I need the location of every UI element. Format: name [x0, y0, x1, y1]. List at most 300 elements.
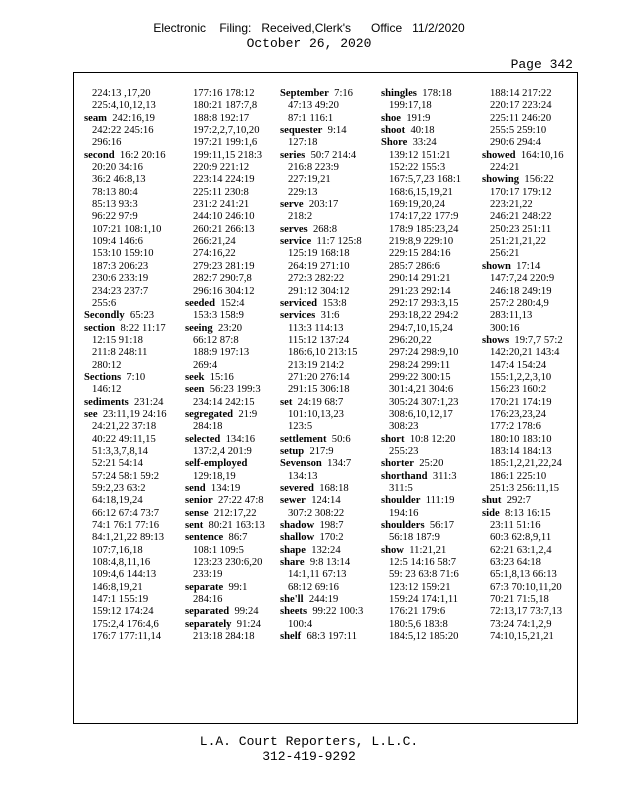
index-line: [381, 125, 479, 137]
index-term: services: [280, 310, 316, 322]
index-references: 134:19: [210, 483, 241, 494]
index-references: 99:22 100:3: [312, 606, 364, 618]
index-line: [381, 224, 479, 236]
index-references: 129:18,19: [193, 470, 236, 482]
index-references: 96:22 97:9: [92, 211, 138, 223]
index-line: [381, 532, 479, 544]
index-line: [185, 211, 283, 223]
court-reporter-name: L.A. Court Reporters, L.L.C.: [199, 734, 419, 749]
index-line: [482, 409, 580, 421]
index-references: 212:17,22: [213, 507, 257, 519]
index-references: 12:5 14:16 58:7: [389, 557, 457, 569]
index-term: separated: [185, 606, 230, 618]
index-line: [84, 421, 182, 433]
index-references: 180:21 187:7,8: [193, 100, 258, 112]
index-references: 8:13 16:15: [504, 507, 551, 519]
index-references: 251:21,21,22: [490, 236, 546, 248]
court-reporter-phone: 312-419-9292: [262, 749, 356, 764]
index-line: [280, 100, 378, 112]
index-line: [381, 483, 479, 495]
index-references: 167:5,7,23 168:1: [389, 174, 462, 186]
index-references: 152:22 155:3: [389, 162, 446, 174]
index-references: 291:12 304:12: [288, 285, 350, 297]
index-line: [482, 458, 580, 470]
index-references: 266:21,24: [193, 236, 236, 248]
index-line: [280, 483, 378, 495]
index-line: [185, 619, 283, 631]
index-line: [482, 100, 580, 112]
index-references: 67:3 70:10,11,20: [490, 581, 562, 593]
index-references: 108:1 109:5: [193, 544, 244, 556]
index-line: [185, 594, 283, 606]
index-line: [482, 397, 580, 409]
index-line: [482, 248, 580, 260]
index-line: [185, 323, 283, 335]
index-term: severed: [280, 483, 314, 494]
index-references: 100:4: [288, 618, 313, 630]
index-references: 152:4: [220, 297, 245, 309]
index-line: [185, 248, 283, 260]
index-references: 291:15 306:18: [288, 384, 350, 396]
index-term: she'll: [280, 594, 304, 606]
index-references: 36:2 46:8,13: [92, 174, 146, 186]
index-line: [185, 113, 283, 125]
index-references: 271:20 276:14: [288, 371, 350, 383]
index-line: [482, 557, 580, 569]
index-references: 132:24: [311, 544, 341, 556]
index-line: [185, 483, 283, 495]
index-line: [381, 384, 479, 396]
index-references: 21:9: [238, 408, 258, 420]
index-line: [381, 619, 479, 631]
index-references: 73:24 74:1,2,9: [490, 618, 552, 630]
index-references: 225:11 230:8: [193, 186, 249, 198]
index-references: 225:11 246:20: [490, 112, 552, 124]
index-term: sense: [185, 507, 209, 519]
index-references: 91:24: [236, 618, 261, 630]
index-references: 272:3 282:22: [288, 273, 345, 285]
index-line: [482, 483, 580, 495]
index-line: [280, 174, 378, 186]
index-references: 15:16: [209, 371, 234, 383]
index-line: [280, 187, 378, 199]
index-term: sewer: [280, 495, 306, 507]
index-line: [280, 162, 378, 174]
index-line: [185, 397, 283, 409]
index-references: 74:10,15,21,21: [490, 631, 554, 643]
index-references: 142:20,21 143:4: [490, 347, 560, 359]
index-line: [482, 150, 580, 162]
index-references: 56:18 187:9: [389, 532, 440, 544]
index-line: [280, 125, 378, 137]
index-line: [280, 520, 378, 532]
index-line: [381, 557, 479, 569]
index-term: Sections: [84, 371, 122, 383]
index-term: Sevenson: [280, 458, 322, 470]
index-line: [280, 286, 378, 298]
index-references: 24:21,22 37:18: [92, 421, 157, 433]
index-term: separately: [185, 618, 232, 630]
index-references: 20:20 34:16: [92, 162, 143, 174]
index-line: [381, 150, 479, 162]
index-term: showed: [482, 149, 516, 161]
index-line: [84, 606, 182, 618]
index-line: [185, 335, 283, 347]
index-term: send: [185, 483, 206, 494]
index-references: 146:12: [92, 384, 122, 396]
index-term: shoe: [381, 112, 402, 124]
index-references: 274:16,22: [193, 248, 236, 260]
index-references: 56:17: [429, 520, 455, 532]
index-line: [482, 199, 580, 211]
index-line: [280, 594, 378, 606]
index-references: 244:19: [308, 594, 339, 606]
index-references: 251:3 256:11,15: [490, 483, 560, 494]
index-line: [381, 495, 479, 507]
index-line: [482, 594, 580, 606]
index-line: [84, 273, 182, 285]
index-line: [381, 594, 479, 606]
index-references: 168:6,15,19,21: [389, 186, 453, 198]
index-column-5: [482, 88, 580, 643]
index-line: [280, 137, 378, 149]
index-references: 68:12 69:16: [288, 581, 339, 593]
index-line: [482, 619, 580, 631]
index-references: 183:14 184:13: [490, 445, 552, 457]
index-line: [185, 557, 283, 569]
index-line: [482, 187, 580, 199]
index-references: 174:17,22 177:9: [389, 211, 459, 223]
index-term: selected: [185, 433, 221, 445]
index-term: shape: [280, 544, 306, 556]
index-references: 255:23: [389, 445, 419, 457]
index-line: [280, 236, 378, 248]
index-term: shadow: [280, 520, 315, 532]
index-references: 134:16: [225, 433, 256, 445]
index-line: [185, 199, 283, 211]
index-term: sheets: [280, 606, 308, 618]
index-references: 153:3 158:9: [193, 310, 244, 322]
index-term: sequester: [280, 125, 323, 137]
index-term: shallow: [280, 532, 315, 544]
index-references: 64:18,19,24: [92, 495, 143, 507]
index-column-3: [280, 88, 378, 643]
index-references: 283:11,13: [490, 310, 533, 322]
index-references: 260:21 266:13: [193, 223, 255, 235]
index-line: [84, 174, 182, 186]
index-line: [84, 150, 182, 162]
index-references: 25:20: [419, 458, 444, 470]
index-line: [280, 421, 378, 433]
index-term: series: [280, 149, 306, 161]
index-references: 108:4,8,11,16: [92, 557, 151, 569]
index-references: 233:19: [193, 569, 223, 581]
index-line: [482, 211, 580, 223]
index-line: [185, 631, 283, 643]
index-references: 86:7: [228, 532, 248, 544]
index-line: [185, 162, 283, 174]
index-line: [185, 532, 283, 544]
index-column-1: [84, 88, 182, 643]
index-line: [280, 619, 378, 631]
index-line: [185, 471, 283, 483]
index-references: 14:1,11 67:13: [288, 569, 347, 581]
index-references: 292:17 293:3,15: [389, 297, 459, 309]
index-references: 7:16: [334, 88, 353, 99]
index-line: [280, 224, 378, 236]
index-references: 186:6,10 213:15: [288, 347, 358, 359]
index-line: [84, 545, 182, 557]
index-references: 147:1 155:19: [92, 594, 149, 606]
index-references: 40:22 49:11,15: [92, 433, 156, 445]
index-line: [482, 162, 580, 174]
index-references: 50:6: [331, 433, 351, 445]
index-references: 231:2 241:21: [193, 199, 250, 211]
index-term: shelf: [280, 631, 302, 643]
index-references: 11:21,21: [409, 544, 447, 556]
index-references: 176:7 177:11,14: [92, 631, 162, 643]
index-line: [482, 88, 580, 100]
index-line: [84, 162, 182, 174]
index-references: 72:13,17 73:7,13: [490, 606, 563, 618]
index-references: 197:2,2,7,10,20: [193, 125, 260, 137]
index-line: [381, 606, 479, 618]
index-term: show: [381, 544, 404, 556]
index-references: 23:11,19 24:16: [102, 408, 167, 420]
index-references: 146:8,19,21: [92, 581, 143, 593]
index-line: [381, 261, 479, 273]
index-line: [185, 384, 283, 396]
index-references: 211:8 248:11: [92, 347, 148, 359]
index-references: 62:21 63:1,2,4: [490, 544, 552, 556]
index-line: [280, 495, 378, 507]
index-references: 294:7,10,15,24: [389, 322, 453, 334]
index-term: section: [84, 322, 116, 334]
index-line: [482, 582, 580, 594]
index-references: 63:23 64:18: [490, 557, 541, 569]
index-references: 220:17 223:24: [490, 100, 552, 112]
index-line: [482, 495, 580, 507]
index-term: Shore: [381, 137, 408, 149]
index-line: [482, 298, 580, 310]
index-references: 137:2,4 201:9: [193, 445, 252, 457]
index-references: 123:5: [288, 421, 313, 433]
index-line: [280, 446, 378, 458]
index-references: 213:18 284:18: [193, 631, 255, 643]
index-line: [185, 310, 283, 322]
index-line: [381, 569, 479, 581]
index-references: 242:16,19: [112, 112, 155, 124]
index-references: 134:7: [327, 458, 352, 470]
index-references: 199:17,18: [389, 100, 432, 112]
index-line: [84, 520, 182, 532]
index-term: second: [84, 149, 115, 161]
index-references: 169:19,20,24: [389, 199, 445, 211]
index-references: 311:3: [432, 470, 457, 482]
index-line: [482, 421, 580, 433]
index-line: [482, 347, 580, 359]
index-line: [280, 298, 378, 310]
index-references: 33:24: [412, 137, 437, 149]
index-line: [84, 372, 182, 384]
index-line: [482, 310, 580, 322]
index-line: [185, 150, 283, 162]
index-line: [482, 174, 580, 186]
index-line: [185, 582, 283, 594]
index-line: [381, 446, 479, 458]
page-number: Page 342: [510, 57, 573, 72]
index-references: 31:6: [320, 310, 340, 322]
index-line: [185, 273, 283, 285]
index-line: [185, 409, 283, 421]
index-line: [381, 162, 479, 174]
index-references: 70:21 71:5,18: [490, 594, 549, 606]
index-line: [280, 434, 378, 446]
index-line: [280, 508, 378, 520]
index-references: 80:21 163:13: [208, 520, 265, 532]
index-line: [84, 137, 182, 149]
index-references: 197:21 199:1,6: [193, 137, 258, 149]
index-line: [84, 619, 182, 631]
index-line: [280, 211, 378, 223]
index-references: 296:20,22: [389, 334, 432, 346]
index-references: 250:23 251:11: [490, 223, 552, 235]
index-references: 139:12 151:21: [389, 149, 451, 161]
index-line: [280, 310, 378, 322]
index-references: 217:9: [309, 445, 334, 457]
index-line: [185, 286, 283, 298]
index-line: [84, 224, 182, 236]
word-index-box: [73, 72, 578, 724]
index-line: [84, 446, 182, 458]
index-references: 255:6: [92, 297, 117, 309]
index-references: 84:1,21,22 89:13: [92, 532, 165, 544]
index-line: [185, 495, 283, 507]
index-references: 170:21 174:19: [490, 396, 552, 408]
index-line: [381, 520, 479, 532]
index-references: 7:10: [126, 371, 146, 383]
index-references: 186:1 225:10: [490, 470, 547, 482]
index-references: 10:8 12:20: [409, 433, 456, 445]
index-references: 296:16 304:12: [193, 285, 255, 297]
index-references: 244:10 246:10: [193, 211, 255, 223]
index-references: 307:2 308:22: [288, 507, 345, 519]
index-line: [381, 286, 479, 298]
index-line: [482, 224, 580, 236]
index-line: [185, 545, 283, 557]
index-line: [84, 261, 182, 273]
index-term: seek: [185, 371, 205, 383]
index-line: [280, 471, 378, 483]
index-term: segregated: [185, 408, 234, 420]
index-line: [381, 372, 479, 384]
index-line: [381, 199, 479, 211]
index-line: [185, 458, 283, 470]
index-term: sediments: [84, 396, 129, 408]
index-references: 298:24 299:11: [389, 359, 451, 371]
index-line: [482, 273, 580, 285]
index-references: 57:24 58:1 59:2: [92, 470, 160, 482]
index-line: [381, 310, 479, 322]
index-term: shoulders: [381, 520, 425, 532]
index-references: 219:8,9 229:10: [389, 236, 454, 248]
index-line: [482, 137, 580, 149]
index-references: 101:10,13,23: [288, 408, 344, 420]
index-references: 68:3 197:11: [306, 631, 358, 643]
index-references: 188:14 217:22: [490, 88, 552, 99]
index-references: 216:8 223:9: [288, 162, 339, 174]
index-line: [482, 335, 580, 347]
index-references: 311:5: [389, 483, 413, 494]
index-references: 176:21 179:6: [389, 606, 446, 618]
index-line: [280, 347, 378, 359]
index-references: 109:4 146:6: [92, 236, 143, 248]
index-line: [84, 125, 182, 137]
index-references: 99:24: [234, 606, 259, 618]
index-line: [84, 347, 182, 359]
index-line: [381, 508, 479, 520]
index-references: 170:17 179:12: [490, 186, 552, 198]
index-line: [84, 211, 182, 223]
index-line: [84, 384, 182, 396]
index-line: [185, 347, 283, 359]
index-term: seeing: [185, 322, 213, 334]
index-term: shoulder: [381, 495, 421, 507]
index-references: 66:12 67:4 73:7: [92, 507, 160, 519]
index-line: [482, 532, 580, 544]
index-term: shown: [482, 260, 511, 272]
index-line: [185, 88, 283, 100]
index-line: [84, 397, 182, 409]
index-references: 52:21 54:14: [92, 458, 143, 470]
index-line: [482, 125, 580, 137]
index-references: 155:1,2,2,3,10: [490, 371, 552, 383]
index-references: 264:19 271:10: [288, 260, 350, 272]
index-references: 188:9 197:13: [193, 347, 250, 359]
index-line: [280, 569, 378, 581]
index-term: shingles: [381, 88, 417, 99]
index-references: 220:9 221:12: [193, 162, 250, 174]
index-references: 229:15 284:16: [389, 248, 451, 260]
index-line: [84, 409, 182, 421]
index-line: [381, 421, 479, 433]
index-line: [84, 495, 182, 507]
index-line: [381, 174, 479, 186]
index-line: [381, 582, 479, 594]
index-references: 184:5,12 185:20: [389, 631, 459, 643]
index-references: 107:7,16,18: [92, 544, 143, 556]
index-references: 168:18: [319, 483, 349, 494]
index-line: [185, 434, 283, 446]
index-references: 123:12 159:21: [389, 581, 451, 593]
index-line: [185, 360, 283, 372]
index-references: 16:2 20:16: [119, 149, 166, 161]
index-references: 60:3 62:8,9,11: [490, 532, 552, 544]
index-term: share: [280, 557, 305, 569]
index-line: [482, 286, 580, 298]
index-references: 164:10,16: [520, 149, 564, 161]
index-term: setup: [280, 445, 305, 457]
index-line: [381, 631, 479, 643]
index-references: 111:19: [425, 495, 455, 507]
index-references: 231:24: [134, 396, 164, 408]
index-line: [185, 446, 283, 458]
index-references: 176:23,23,24: [490, 408, 546, 420]
index-line: [84, 113, 182, 125]
index-line: [84, 458, 182, 470]
index-line: [482, 508, 580, 520]
index-line: [280, 582, 378, 594]
